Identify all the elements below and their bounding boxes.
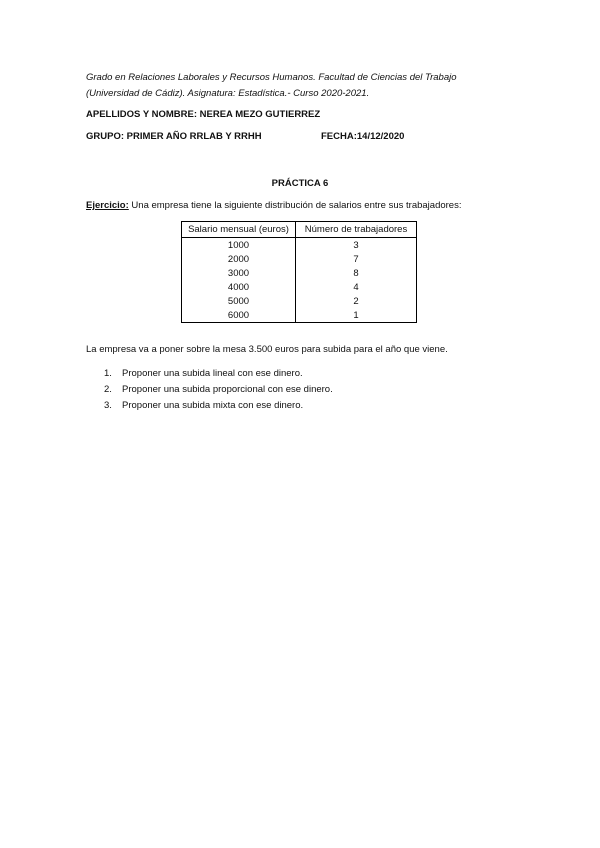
table-row: [182, 238, 417, 253]
column-header-salary: Salario mensual (euros): [182, 222, 296, 238]
workers-cell: 1: [296, 308, 417, 323]
page-title: PRÁCTICA 6: [271, 178, 329, 189]
column-header-workers: Número de trabajadores: [296, 222, 417, 238]
student-group: GRUPO: PRIMER AÑO RRLAB Y RRHH: [86, 131, 262, 142]
table-header-row: [182, 222, 417, 238]
salary-cell: 3000: [182, 266, 296, 280]
workers-cell: 3: [296, 238, 417, 253]
task-list: [86, 366, 333, 414]
student-name: APELLIDOS Y NOMBRE: NEREA MEZO GUTIERREZ: [86, 109, 321, 120]
salary-cell: 2000: [182, 252, 296, 266]
workers-cell: 4: [296, 280, 417, 294]
list-item-text: Proponer una subida lineal con ese dinero.: [122, 368, 303, 379]
workers-cell: 2: [296, 294, 417, 308]
salary-cell: 6000: [182, 308, 296, 323]
header-line-1: Grado en Relaciones Laborales y Recursos Humanos. Facultad de Ciencias del Trabajo: [86, 72, 457, 83]
list-item: [86, 366, 333, 382]
workers-cell: 8: [296, 266, 417, 280]
budget-paragraph: La empresa va a poner sobre la mesa 3.500 euros para subida para el año que viene.: [86, 344, 448, 355]
salary-cell: 4000: [182, 280, 296, 294]
header-line-2: (Universidad de Cádiz). Asignatura: Estadística.- Curso 2020-2021.: [86, 87, 370, 99]
list-item-number: 3.: [104, 400, 112, 411]
list-item-text: Proponer una subida proporcional con ese dinero.: [122, 384, 333, 395]
exercise-text: Una empresa tiene la siguiente distribución de salarios entre sus trabajadores:: [128, 200, 462, 211]
exercise-statement: [86, 200, 461, 211]
table-row: [182, 308, 417, 323]
course-header: [86, 70, 526, 101]
list-item: [86, 398, 333, 414]
exercise-label: Ejercicio:: [86, 200, 129, 211]
table-row: [182, 280, 417, 294]
workers-cell: 7: [296, 252, 417, 266]
salary-cell: 5000: [182, 294, 296, 308]
salary-distribution-table: [181, 221, 417, 323]
table-row: [182, 252, 417, 266]
table-row: [182, 266, 417, 280]
list-item-number: 1.: [104, 368, 112, 379]
list-item-text: Proponer una subida mixta con ese dinero.: [122, 400, 304, 411]
list-item: [86, 382, 333, 398]
table-row: [182, 294, 417, 308]
document-date: FECHA:14/12/2020: [321, 131, 405, 142]
salary-cell: 1000: [182, 238, 296, 253]
list-item-number: 2.: [104, 384, 112, 395]
